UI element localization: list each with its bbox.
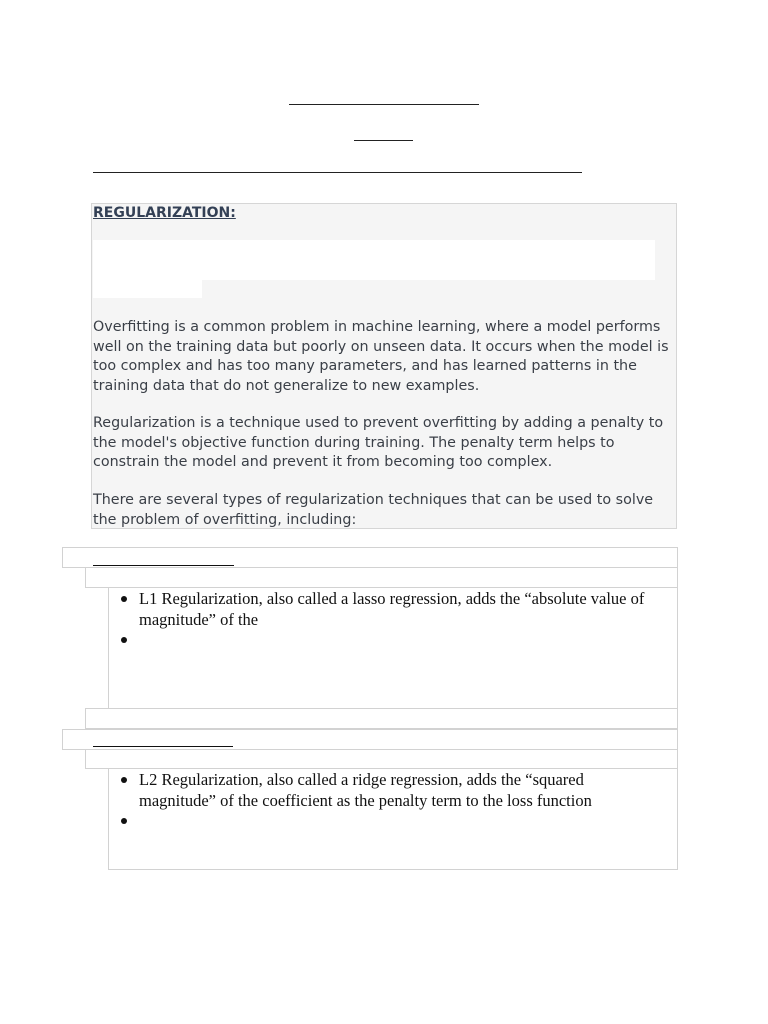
l2-subheader-row <box>85 749 678 769</box>
l2-bullet-text: L2 Regularization, also called a ridge regression, adds the “squared magnitude” of the coefficient as the penalty term to the loss function <box>139 770 592 810</box>
subtitle-rule <box>354 140 413 141</box>
l1-subheader-row <box>85 567 678 588</box>
paragraph-overfitting: Overfitting is a common problem in machine learning, where a model performs well on the training data but poorly on unseen data. It occurs when the model is too complex and has too many parameters, and has learned patterns in the training data that do not generalize to new examples. <box>93 319 669 394</box>
paragraph-regularization: Regularization is a technique used to prevent overfitting by adding a penalty to the model's objective function during training. The penalty term helps to constrain the model and prevent it from becoming too complex. <box>93 415 664 470</box>
bullet-icon <box>121 596 127 602</box>
blank-text-area <box>93 280 202 298</box>
l1-footer-row <box>85 708 678 729</box>
list-item <box>115 589 677 630</box>
header-line-rule <box>93 172 582 173</box>
blank-text-area <box>93 240 655 280</box>
section-heading: REGULARIZATION: <box>93 205 236 221</box>
title-rule <box>289 104 479 105</box>
l1-heading-rule <box>93 565 234 566</box>
l1-bullet-text: L1 Regularization, also called a lasso regression, adds the “absolute value of magnitude” of the <box>139 589 645 629</box>
l2-bullet-list <box>115 770 650 811</box>
list-item <box>115 770 650 811</box>
bullet-icon <box>121 818 127 824</box>
l2-heading-rule <box>93 746 233 747</box>
bullet-icon <box>121 777 127 783</box>
paragraph-types: There are several types of regularization techniques that can be used to solve the problem of overfitting, including: <box>93 492 654 528</box>
l1-bullet-list <box>115 589 677 630</box>
bullet-icon <box>121 637 127 643</box>
